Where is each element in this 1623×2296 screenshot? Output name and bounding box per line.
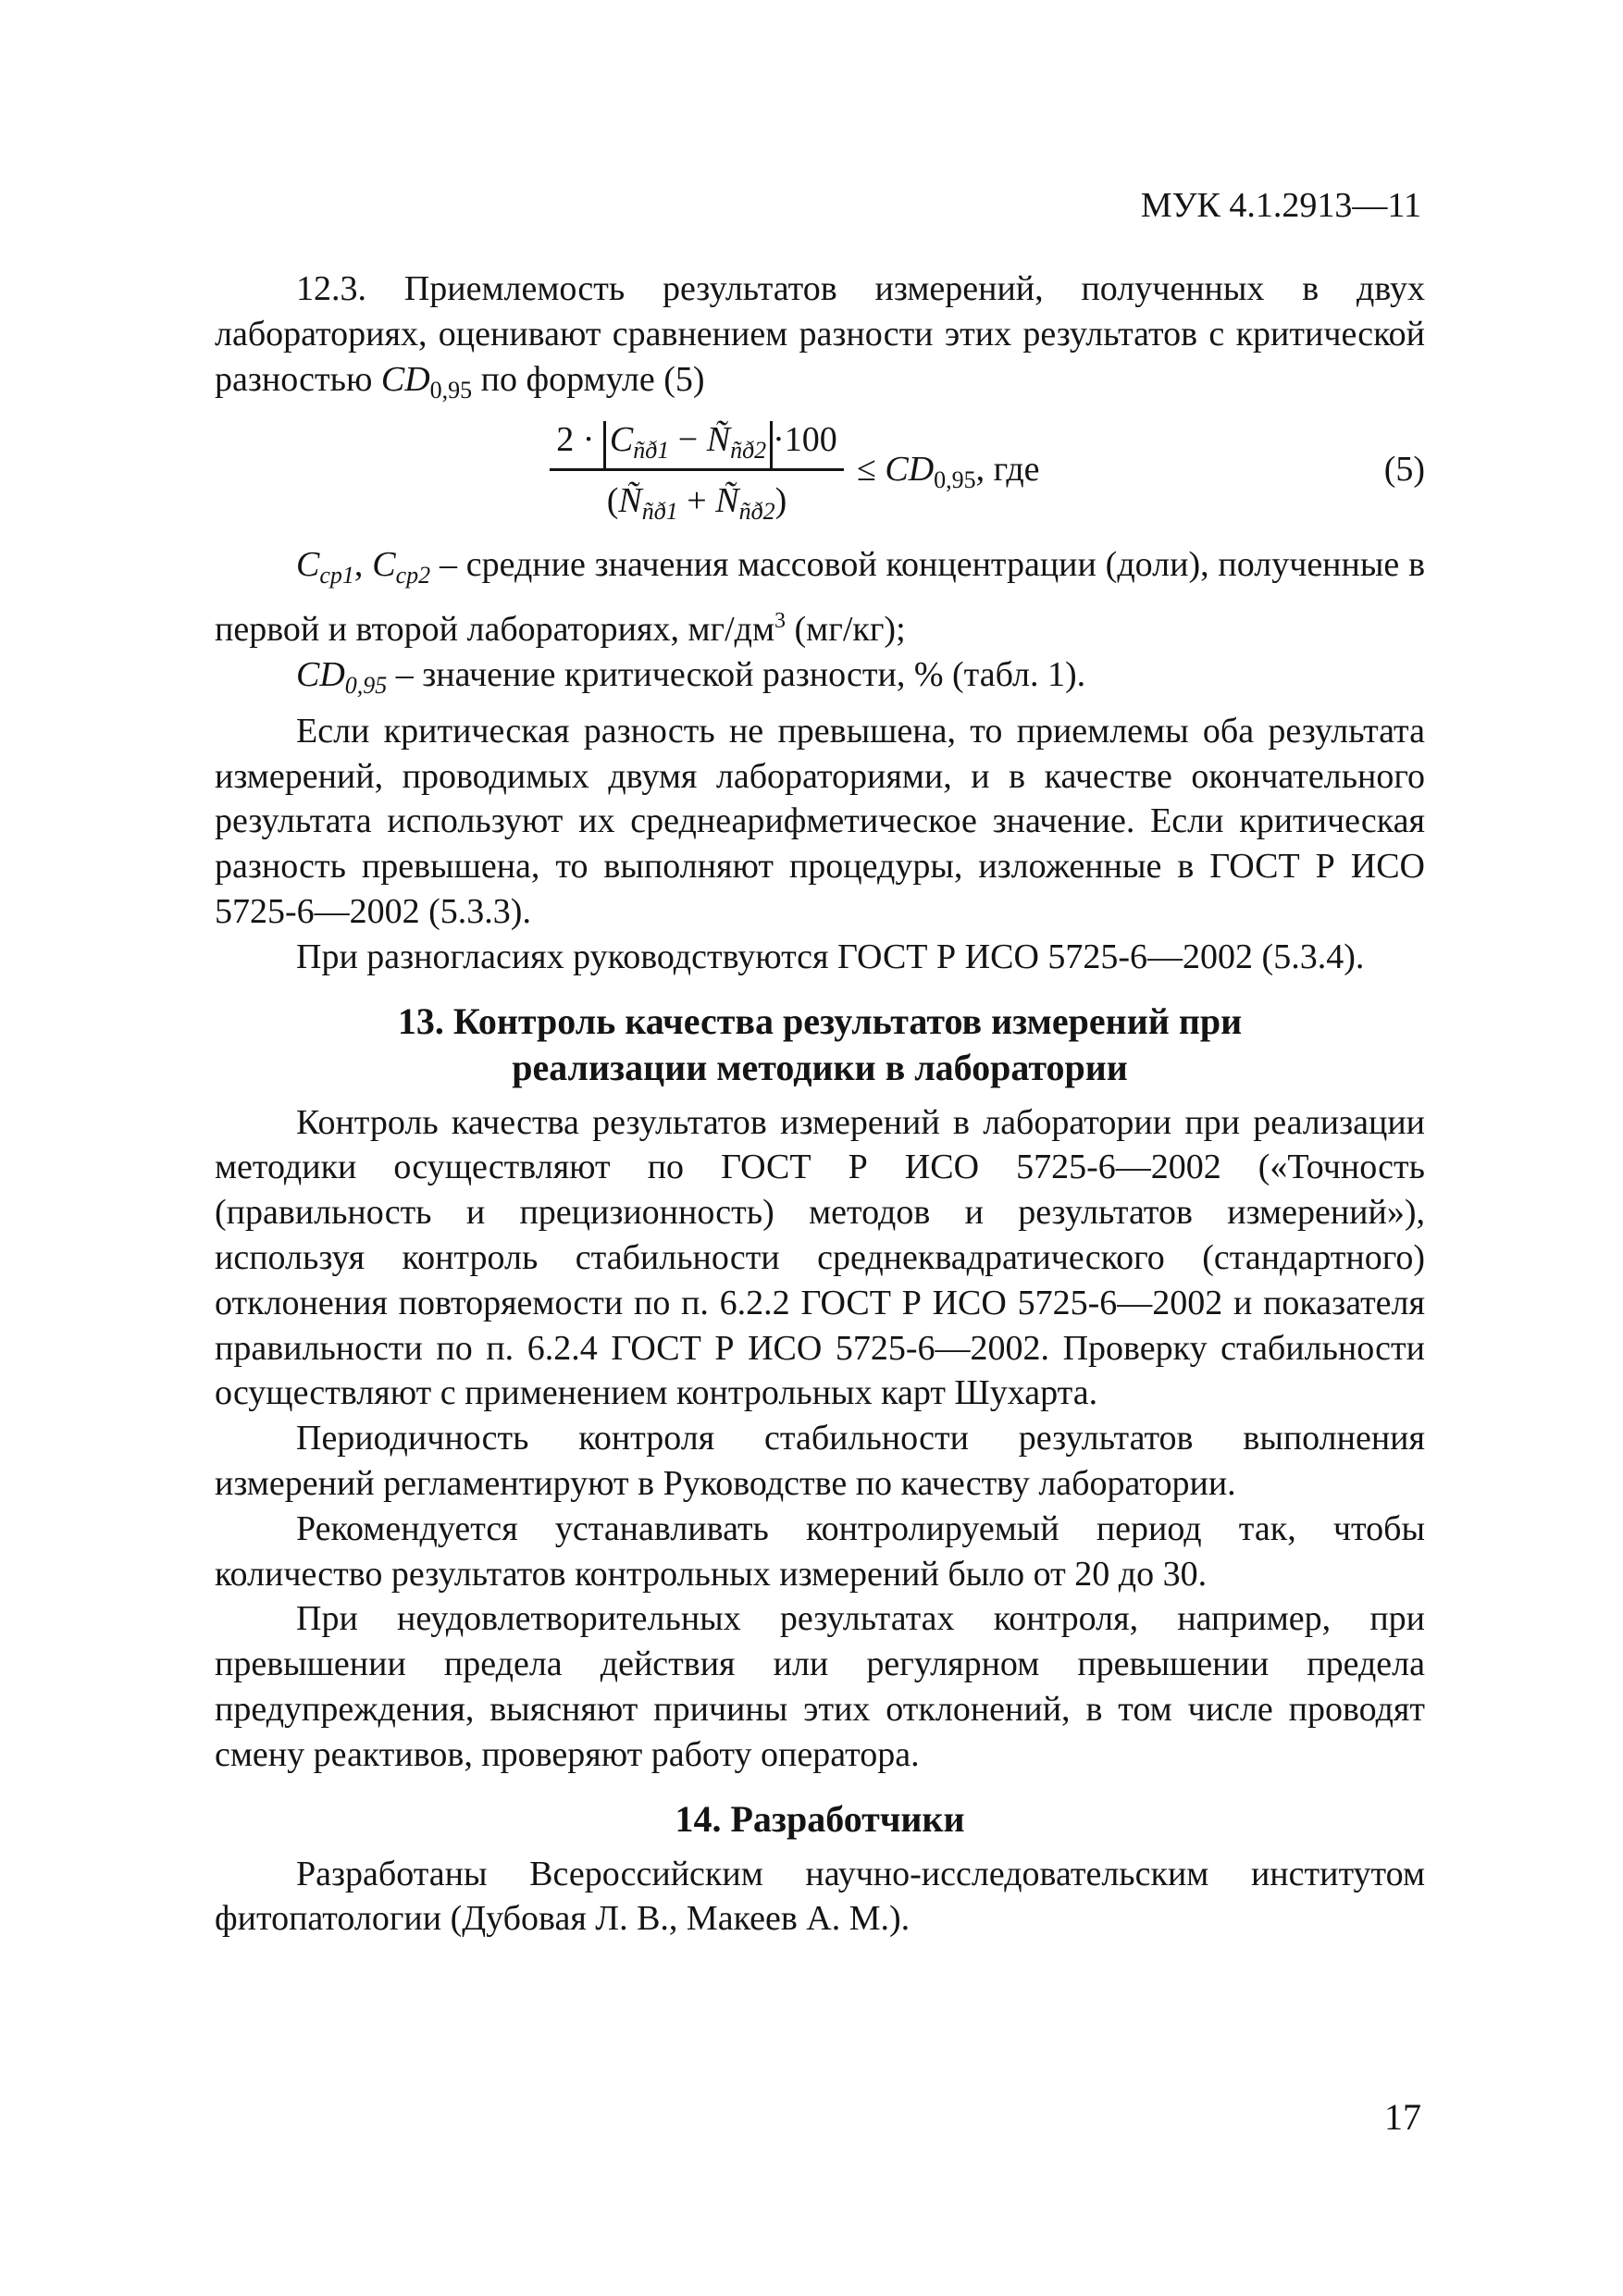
c2-symbol: C [372, 545, 396, 585]
den-a-sub: ñð1 [641, 498, 678, 526]
page-number: 17 [1384, 2096, 1421, 2138]
section-13-paragraph-1: Контроль качества результатов измерений в лаборатории при реализации методики осуществляют по ГОСТ Р ИСО 5725-6—2002 («Точность (правильность и прецизионность) методов и результатов измерений»), используя контроль стабильности среднеквадратического (стандартного) отклонения повторяемости по п. 6.2.2 ГОСТ Р ИСО 5725-6—2002 и показателя правильности по п. 6.2.4 ГОСТ Р ИСО 5725-6—2002. Проверку стабильности осуществляют с применением контрольных карт Шухарта. [215, 1102, 1425, 1413]
formula-fraction [550, 413, 844, 533]
fraction-bar [550, 468, 844, 471]
formula-numerator [550, 416, 844, 469]
den-close: ) [774, 481, 787, 521]
cd-def-sub: 0,95 [344, 671, 388, 699]
paragraph-critical-difference: Если критическая разность не превышена, то приемлемы оба результата измерений, проводимых двумя лабораториями, и в качестве окончательного результата используют их среднеарифметическое значение. Если критическая разность превышена, то выполняют процедуры, изложенные в ГОСТ Р ИСО 5725-6—2002 (5.3.3). [215, 711, 1425, 931]
num-minus: − [677, 420, 699, 460]
den-open: ( [606, 481, 619, 521]
intro-text: 12.3. Приемлемость результатов измерений, полученных в двух лабораториях, оценивают сравнением разности этих результатов с критической разностью [215, 269, 1425, 399]
den-a: Ñ [618, 481, 642, 521]
num-b-sub: ñð2 [730, 437, 767, 465]
intro-end-text: по формуле (5) [480, 359, 705, 399]
cd-symbol: CD [380, 359, 430, 399]
section-13-paragraph-2: Периодичность контроля стабильности результатов выполнения измерений регламентируют в Руководстве по качеству лаборатории. [215, 1419, 1425, 1503]
rel-where: , где [975, 450, 1040, 490]
page-content [215, 267, 1425, 1942]
section-14-paragraph-1: Разработаны Всероссийским научно-исследовательским институтом фитопатологии (Дубовая Л. В., Макеев А. М.). [215, 1854, 1425, 1939]
c-definition-tail: (мг/кг); [794, 610, 906, 650]
c-definition-text: – средние значения массовой концентрации (доли), полученные в первой и второй лабораториях, мг/дм [215, 545, 1426, 650]
c1-symbol: C [296, 545, 320, 585]
formula-number: (5) [1383, 450, 1425, 490]
num-tail: ·100 [773, 420, 837, 460]
rel-cd: CD [885, 450, 935, 490]
section-13-paragraph-3: Рекомендуется устанавливать контролируемый период так, чтобы количество результатов контрольных измерений было от 20 до 30. [215, 1508, 1425, 1594]
c1-sub: cp1 [319, 562, 354, 590]
rel-cd-sub: 0,95 [934, 466, 976, 494]
den-b-sub: ñð2 [738, 498, 775, 526]
den-plus: + [687, 481, 707, 521]
formula-relation [857, 446, 1040, 503]
formula-5 [215, 413, 1425, 542]
section-14-heading: 14. Разработчики [675, 1797, 965, 1840]
le-sign: ≤ [857, 450, 876, 490]
num-a-sub: ñð1 [633, 437, 670, 465]
definition-c [215, 542, 1425, 652]
cd-def-symbol: CD [296, 654, 345, 694]
document-code: МУК 4.1.2913—11 [1140, 186, 1421, 225]
den-b: Ñ [715, 481, 739, 521]
paragraph-disagreements: При разногласиях руководствуются ГОСТ Р ИСО 5725-6—2002 (5.3.4). [296, 937, 1365, 976]
section-13-heading-line-1: 13. Контроль качества результатов измерений при [397, 999, 1243, 1042]
num-a: C [609, 420, 634, 460]
absolute-value [603, 421, 773, 469]
formula-denominator [550, 476, 844, 537]
section-13-heading [215, 999, 1425, 1091]
section-13-heading-line-2: реализации методики в лаборатории [512, 1046, 1128, 1088]
section-12-3-intro [215, 267, 1425, 413]
comma: , [353, 545, 364, 585]
c2-sub: cp2 [395, 562, 431, 590]
cd-subscript: 0,95 [429, 376, 473, 403]
num-coef: 2 · [556, 420, 595, 460]
num-b: Ñ [706, 420, 731, 460]
section-13-paragraph-4: При неудовлетворительных результатах контроля, например, при превышении предела действия или регулярном превышении предела предупреждения, выясняют причины этих отклонений, в том числе проводят смену реактивов, проверяют работу оператора. [215, 1599, 1425, 1774]
cd-definition-text: – значение критической разности, % (табл. 1). [395, 654, 1086, 694]
unit-superscript: 3 [774, 609, 787, 634]
definition-cd [215, 652, 1425, 709]
